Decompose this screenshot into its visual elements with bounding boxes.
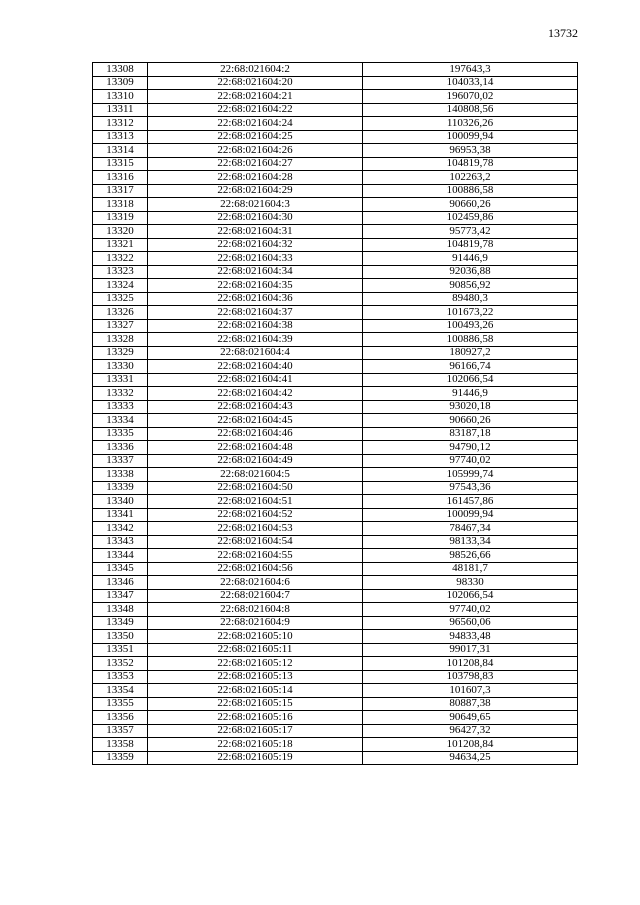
- value-cell: 90660,26: [363, 198, 578, 212]
- cadastral-number-cell: 22:68:021605:19: [148, 751, 363, 765]
- table-row: [93, 427, 578, 441]
- table-row: [93, 454, 578, 468]
- value-cell: 91446,9: [363, 387, 578, 401]
- cadastral-number-cell: 22:68:021604:43: [148, 400, 363, 414]
- cadastral-number-cell: 22:68:021604:46: [148, 427, 363, 441]
- cadastral-number-cell: 22:68:021604:21: [148, 90, 363, 104]
- value-cell: 102066,54: [363, 373, 578, 387]
- cadastral-number-cell: 22:68:021604:8: [148, 603, 363, 617]
- table-row: [93, 292, 578, 306]
- table-row: [93, 697, 578, 711]
- cadastral-number-cell: 22:68:021604:42: [148, 387, 363, 401]
- cadastral-number-cell: 22:68:021604:40: [148, 360, 363, 374]
- value-cell: 94833,48: [363, 630, 578, 644]
- table-row: [93, 495, 578, 509]
- cadastral-number-cell: 22:68:021604:4: [148, 346, 363, 360]
- row-number-cell: 13336: [93, 441, 148, 455]
- cadastral-number-cell: 22:68:021605:11: [148, 643, 363, 657]
- row-number-cell: 13308: [93, 63, 148, 77]
- cadastral-number-cell: 22:68:021604:22: [148, 103, 363, 117]
- row-number-cell: 13328: [93, 333, 148, 347]
- cadastral-number-cell: 22:68:021604:50: [148, 481, 363, 495]
- row-number-cell: 13353: [93, 670, 148, 684]
- value-cell: 100099,94: [363, 130, 578, 144]
- value-cell: 48181,7: [363, 562, 578, 576]
- row-number-cell: 13344: [93, 549, 148, 563]
- value-cell: 97740,02: [363, 454, 578, 468]
- row-number-cell: 13354: [93, 684, 148, 698]
- row-number-cell: 13313: [93, 130, 148, 144]
- value-cell: 90660,26: [363, 414, 578, 428]
- table-row: [93, 279, 578, 293]
- cadastral-number-cell: 22:68:021604:36: [148, 292, 363, 306]
- row-number-cell: 13323: [93, 265, 148, 279]
- value-cell: 96166,74: [363, 360, 578, 374]
- table-row: [93, 441, 578, 455]
- cadastral-number-cell: 22:68:021604:33: [148, 252, 363, 266]
- table-body: [93, 63, 578, 765]
- row-number-cell: 13321: [93, 238, 148, 252]
- value-cell: 98133,34: [363, 535, 578, 549]
- row-number-cell: 13358: [93, 738, 148, 752]
- row-number-cell: 13349: [93, 616, 148, 630]
- table-row: [93, 468, 578, 482]
- cadastral-number-cell: 22:68:021604:32: [148, 238, 363, 252]
- value-cell: 89480,3: [363, 292, 578, 306]
- table-row: [93, 616, 578, 630]
- row-number-cell: 13322: [93, 252, 148, 266]
- table-row: [93, 522, 578, 536]
- table-row: [93, 130, 578, 144]
- table-row: [93, 738, 578, 752]
- cadastral-number-cell: 22:68:021604:41: [148, 373, 363, 387]
- cadastral-number-cell: 22:68:021604:3: [148, 198, 363, 212]
- table-row: [93, 630, 578, 644]
- table-row: [93, 171, 578, 185]
- value-cell: 100099,94: [363, 508, 578, 522]
- cadastral-number-cell: 22:68:021604:54: [148, 535, 363, 549]
- row-number-cell: 13318: [93, 198, 148, 212]
- cadastral-number-cell: 22:68:021604:28: [148, 171, 363, 185]
- cadastral-number-cell: 22:68:021605:16: [148, 711, 363, 725]
- row-number-cell: 13333: [93, 400, 148, 414]
- row-number-cell: 13345: [93, 562, 148, 576]
- cadastral-number-cell: 22:68:021605:10: [148, 630, 363, 644]
- table-row: [93, 117, 578, 131]
- table-row: [93, 319, 578, 333]
- row-number-cell: 13340: [93, 495, 148, 509]
- table-row: [93, 670, 578, 684]
- row-number-cell: 13315: [93, 157, 148, 171]
- cadastral-number-cell: 22:68:021604:29: [148, 184, 363, 198]
- value-cell: 197643,3: [363, 63, 578, 77]
- cadastral-number-cell: 22:68:021604:45: [148, 414, 363, 428]
- cadastral-number-cell: 22:68:021604:49: [148, 454, 363, 468]
- value-cell: 90856,92: [363, 279, 578, 293]
- cadastral-number-cell: 22:68:021604:5: [148, 468, 363, 482]
- value-cell: 100886,58: [363, 333, 578, 347]
- value-cell: 102459,86: [363, 211, 578, 225]
- row-number-cell: 13348: [93, 603, 148, 617]
- value-cell: 97543,36: [363, 481, 578, 495]
- cadastral-number-cell: 22:68:021604:31: [148, 225, 363, 239]
- cadastral-number-cell: 22:68:021604:35: [148, 279, 363, 293]
- cadastral-number-cell: 22:68:021605:18: [148, 738, 363, 752]
- value-cell: 104033,14: [363, 76, 578, 90]
- table-row: [93, 657, 578, 671]
- cadastral-number-cell: 22:68:021604:26: [148, 144, 363, 158]
- cadastral-number-cell: 22:68:021604:20: [148, 76, 363, 90]
- row-number-cell: 13331: [93, 373, 148, 387]
- table-row: [93, 724, 578, 738]
- row-number-cell: 13343: [93, 535, 148, 549]
- value-cell: 104819,78: [363, 238, 578, 252]
- cadastral-number-cell: 22:68:021604:38: [148, 319, 363, 333]
- cadastral-number-cell: 22:68:021604:56: [148, 562, 363, 576]
- value-cell: 80887,38: [363, 697, 578, 711]
- table-row: [93, 535, 578, 549]
- row-number-cell: 13352: [93, 657, 148, 671]
- row-number-cell: 13320: [93, 225, 148, 239]
- row-number-cell: 13355: [93, 697, 148, 711]
- row-number-cell: 13326: [93, 306, 148, 320]
- table-row: [93, 400, 578, 414]
- value-cell: 96953,38: [363, 144, 578, 158]
- value-cell: 110326,26: [363, 117, 578, 131]
- value-cell: 101673,22: [363, 306, 578, 320]
- row-number-cell: 13351: [93, 643, 148, 657]
- table-row: [93, 589, 578, 603]
- row-number-cell: 13335: [93, 427, 148, 441]
- cadastral-number-cell: 22:68:021604:30: [148, 211, 363, 225]
- cadastral-number-cell: 22:68:021604:55: [148, 549, 363, 563]
- cadastral-number-cell: 22:68:021605:14: [148, 684, 363, 698]
- table-row: [93, 576, 578, 590]
- value-cell: 97740,02: [363, 603, 578, 617]
- value-cell: 91446,9: [363, 252, 578, 266]
- row-number-cell: 13309: [93, 76, 148, 90]
- table-row: [93, 562, 578, 576]
- row-number-cell: 13334: [93, 414, 148, 428]
- table-row: [93, 603, 578, 617]
- value-cell: 101607,3: [363, 684, 578, 698]
- row-number-cell: 13341: [93, 508, 148, 522]
- value-cell: 98330: [363, 576, 578, 590]
- cadastral-number-cell: 22:68:021604:7: [148, 589, 363, 603]
- table-row: [93, 346, 578, 360]
- table-row: [93, 238, 578, 252]
- row-number-cell: 13356: [93, 711, 148, 725]
- row-number-cell: 13317: [93, 184, 148, 198]
- table-row: [93, 252, 578, 266]
- table-row: [93, 157, 578, 171]
- value-cell: 93020,18: [363, 400, 578, 414]
- table-row: [93, 414, 578, 428]
- cadastral-number-cell: 22:68:021604:53: [148, 522, 363, 536]
- table-row: [93, 76, 578, 90]
- cadastral-number-cell: 22:68:021604:24: [148, 117, 363, 131]
- cadastral-number-cell: 22:68:021604:2: [148, 63, 363, 77]
- value-cell: 180927,2: [363, 346, 578, 360]
- cadastral-number-cell: 22:68:021604:9: [148, 616, 363, 630]
- cadastral-number-cell: 22:68:021605:12: [148, 657, 363, 671]
- row-number-cell: 13327: [93, 319, 148, 333]
- table-row: [93, 711, 578, 725]
- table-row: [93, 144, 578, 158]
- value-cell: 94634,25: [363, 751, 578, 765]
- value-cell: 90649,65: [363, 711, 578, 725]
- table-row: [93, 373, 578, 387]
- row-number-cell: 13357: [93, 724, 148, 738]
- value-cell: 96560,06: [363, 616, 578, 630]
- cadastral-number-cell: 22:68:021604:52: [148, 508, 363, 522]
- value-cell: 92036,88: [363, 265, 578, 279]
- cadastral-number-cell: 22:68:021605:13: [148, 670, 363, 684]
- row-number-cell: 13319: [93, 211, 148, 225]
- value-cell: 102263,2: [363, 171, 578, 185]
- value-cell: 101208,84: [363, 657, 578, 671]
- value-cell: 94790,12: [363, 441, 578, 455]
- cadastral-number-cell: 22:68:021604:25: [148, 130, 363, 144]
- table-row: [93, 508, 578, 522]
- row-number-cell: 13325: [93, 292, 148, 306]
- value-cell: 98526,66: [363, 549, 578, 563]
- table-row: [93, 225, 578, 239]
- cadastral-number-cell: 22:68:021604:6: [148, 576, 363, 590]
- value-cell: 99017,31: [363, 643, 578, 657]
- value-cell: 104819,78: [363, 157, 578, 171]
- row-number-cell: 13347: [93, 589, 148, 603]
- value-cell: 140808,56: [363, 103, 578, 117]
- row-number-cell: 13314: [93, 144, 148, 158]
- value-cell: 100886,58: [363, 184, 578, 198]
- value-cell: 95773,42: [363, 225, 578, 239]
- row-number-cell: 13350: [93, 630, 148, 644]
- table-row: [93, 684, 578, 698]
- table-row: [93, 643, 578, 657]
- table-row: [93, 306, 578, 320]
- table-row: [93, 103, 578, 117]
- value-cell: 103798,83: [363, 670, 578, 684]
- table-row: [93, 481, 578, 495]
- cadastral-number-cell: 22:68:021604:39: [148, 333, 363, 347]
- row-number-cell: 13324: [93, 279, 148, 293]
- value-cell: 102066,54: [363, 589, 578, 603]
- row-number-cell: 13329: [93, 346, 148, 360]
- row-number-cell: 13312: [93, 117, 148, 131]
- cadastral-number-cell: 22:68:021604:37: [148, 306, 363, 320]
- value-cell: 96427,32: [363, 724, 578, 738]
- table-row: [93, 184, 578, 198]
- table-row: [93, 387, 578, 401]
- table-row: [93, 63, 578, 77]
- row-number-cell: 13311: [93, 103, 148, 117]
- cadastral-table: [92, 62, 578, 765]
- value-cell: 83187,18: [363, 427, 578, 441]
- value-cell: 100493,26: [363, 319, 578, 333]
- value-cell: 78467,34: [363, 522, 578, 536]
- row-number-cell: 13337: [93, 454, 148, 468]
- table-row: [93, 360, 578, 374]
- value-cell: 105999,74: [363, 468, 578, 482]
- cadastral-number-cell: 22:68:021604:51: [148, 495, 363, 509]
- table-row: [93, 549, 578, 563]
- row-number-cell: 13342: [93, 522, 148, 536]
- row-number-cell: 13332: [93, 387, 148, 401]
- table-row: [93, 333, 578, 347]
- table-row: [93, 90, 578, 104]
- cadastral-number-cell: 22:68:021605:17: [148, 724, 363, 738]
- cadastral-number-cell: 22:68:021604:48: [148, 441, 363, 455]
- cadastral-number-cell: 22:68:021604:34: [148, 265, 363, 279]
- value-cell: 161457,86: [363, 495, 578, 509]
- value-cell: 196070,02: [363, 90, 578, 104]
- cadastral-number-cell: 22:68:021604:27: [148, 157, 363, 171]
- table-row: [93, 198, 578, 212]
- row-number-cell: 13330: [93, 360, 148, 374]
- row-number-cell: 13316: [93, 171, 148, 185]
- row-number-cell: 13338: [93, 468, 148, 482]
- table-row: [93, 211, 578, 225]
- page-number: 13732: [548, 26, 578, 40]
- row-number-cell: 13339: [93, 481, 148, 495]
- row-number-cell: 13359: [93, 751, 148, 765]
- cadastral-number-cell: 22:68:021605:15: [148, 697, 363, 711]
- row-number-cell: 13346: [93, 576, 148, 590]
- value-cell: 101208,84: [363, 738, 578, 752]
- table-row: [93, 751, 578, 765]
- row-number-cell: 13310: [93, 90, 148, 104]
- table-row: [93, 265, 578, 279]
